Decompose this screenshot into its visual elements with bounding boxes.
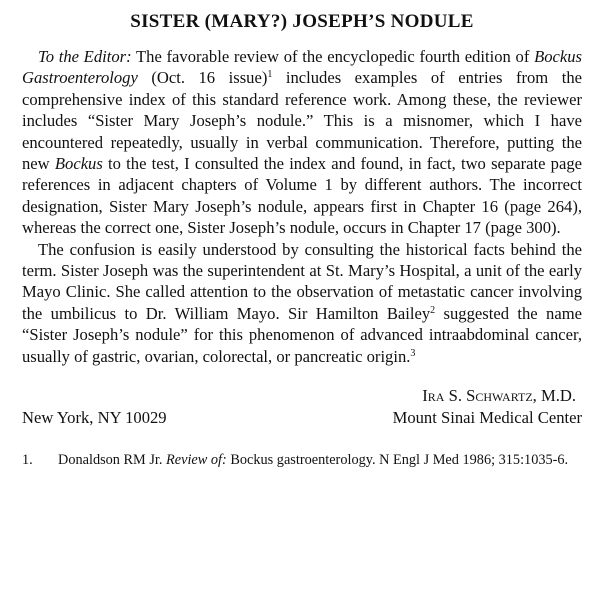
book-title: Bockus Gastroenterology [22,47,582,88]
reference-3-marker: 3 [410,347,416,359]
reference-1-marker: 1 [267,69,273,81]
paragraph-1-text-a: The favorable review of the encyclopedic fourth edition of [131,47,535,66]
letter-title: SISTER (MARY?) JOSEPH’S NODULE [130,11,474,32]
salutation: To the Editor: [38,47,132,66]
signature-author-row [22,385,582,407]
paragraph-2-text-a: The confusion is easily understood by consulting the historical facts behind the term. Sister Joseph was the superintendent at St. Mary’s Hospital, a unit of the early Mayo Clinic. She called attention to the observation of metastatic cancer involving the umbilicus to Dr. William Mayo. Sir Hamilton Bailey [22,239,582,323]
footnote-1 [22,451,582,470]
footnote-text-a: Donaldson RM Jr. [58,452,167,469]
letter-page [22,10,582,470]
footnote-review-label: Review of: [166,452,227,469]
paragraph-1-text-b: (Oct. 16 issue) [137,68,268,88]
paragraph-2 [22,239,582,367]
paragraph-1-text-d: to the test, I consulted the index and found, in fact, two separate page references in adjacent chapters of Volume 1 by different authors. The incorrect designation, Sister Mary Joseph’s nodule, appears first in Chapter 16 (page 264), whereas the correct one, Sister Joseph’s nodule, occurs in Chapter 17 (page 300). [22,154,582,238]
paragraph-1 [22,46,582,239]
paragraph-1-text-c: includes examples of entries from the comprehensive index of this standard reference work. Among these, the reviewer includes “Sister Mary Joseph’s nodule.” This is a misnomer, which I have encountered repeatedly, usually in verbal communication. Therefore, putting the new [22,68,582,174]
book-short-title: Bockus [54,154,103,174]
footnote-number: 1. [22,452,33,469]
reference-2-marker: 2 [430,304,436,316]
signature-block [22,385,582,429]
author-institution: Mount Sinai Medical Center [392,408,582,428]
signature-location-row [22,407,582,429]
author-location: New York, NY 10029 [22,408,167,428]
footnote-text-b: Bockus gastroenterology. N Engl J Med 1986; 315:1035-6. [226,452,569,469]
footnote-text [58,451,582,470]
paragraph-2-text-b: suggested the name “Sister Joseph’s nodule” for this phenomenon of advanced intraabdominal cancer, usually of gastric, ovarian, colorectal, or pancreatic origin. [22,303,582,366]
author-name: Ira S. Schwartz, M.D. [422,386,576,406]
